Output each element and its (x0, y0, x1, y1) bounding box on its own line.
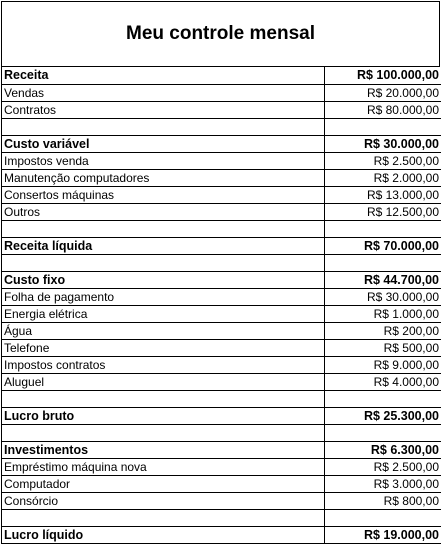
item-row (2, 492, 441, 509)
label-cell[interactable] (2, 424, 325, 441)
label-cell[interactable]: Custo variável (2, 135, 325, 152)
label-cell[interactable] (2, 118, 325, 135)
section-row (2, 526, 441, 543)
value-cell[interactable] (325, 220, 441, 237)
blank-row (2, 118, 441, 135)
item-row (2, 186, 441, 203)
section-row (2, 135, 441, 152)
item-row (2, 288, 441, 305)
label-cell[interactable]: Telefone (2, 339, 325, 356)
label-cell[interactable]: Consertos máquinas (2, 186, 325, 203)
value-cell[interactable] (325, 424, 441, 441)
section-row (2, 441, 441, 458)
item-row (2, 305, 441, 322)
sheet-title[interactable]: Meu controle mensal (1, 1, 440, 67)
blank-row (2, 509, 441, 526)
label-cell[interactable]: Impostos venda (2, 152, 325, 169)
value-cell[interactable]: R$ 6.300,00 (325, 441, 441, 458)
section-row (2, 407, 441, 424)
value-cell[interactable]: R$ 100.000,00 (325, 67, 441, 84)
label-cell[interactable]: Custo fixo (2, 271, 325, 288)
item-row (2, 458, 441, 475)
value-cell[interactable]: R$ 1.000,00 (325, 305, 441, 322)
item-row (2, 322, 441, 339)
item-row (2, 152, 441, 169)
item-row (2, 203, 441, 220)
item-row (2, 169, 441, 186)
label-cell[interactable] (2, 220, 325, 237)
value-cell[interactable]: R$ 800,00 (325, 492, 441, 509)
item-row (2, 339, 441, 356)
value-cell[interactable]: R$ 70.000,00 (325, 237, 441, 254)
label-cell[interactable]: Lucro líquido (2, 526, 325, 543)
value-cell[interactable]: R$ 12.500,00 (325, 203, 441, 220)
label-cell[interactable]: Aluguel (2, 373, 325, 390)
value-cell[interactable]: R$ 20.000,00 (325, 84, 441, 101)
value-cell[interactable] (325, 118, 441, 135)
section-row (2, 237, 441, 254)
label-cell[interactable]: Impostos contratos (2, 356, 325, 373)
label-cell[interactable]: Folha de pagamento (2, 288, 325, 305)
item-row (2, 475, 441, 492)
item-row (2, 356, 441, 373)
item-row (2, 373, 441, 390)
value-cell[interactable]: R$ 13.000,00 (325, 186, 441, 203)
value-cell[interactable] (325, 390, 441, 407)
label-cell[interactable]: Água (2, 322, 325, 339)
value-cell[interactable]: R$ 44.700,00 (325, 271, 441, 288)
value-cell[interactable]: R$ 2.500,00 (325, 152, 441, 169)
value-cell[interactable]: R$ 200,00 (325, 322, 441, 339)
value-cell[interactable]: R$ 19.000,00 (325, 526, 441, 543)
label-cell[interactable] (2, 390, 325, 407)
value-cell[interactable]: R$ 30.000,00 (325, 135, 441, 152)
value-cell[interactable]: R$ 3.000,00 (325, 475, 441, 492)
value-cell[interactable]: R$ 2.000,00 (325, 169, 441, 186)
label-cell[interactable]: Manutenção computadores (2, 169, 325, 186)
item-row (2, 101, 441, 118)
value-cell[interactable]: R$ 2.500,00 (325, 458, 441, 475)
label-cell[interactable]: Computador (2, 475, 325, 492)
label-cell[interactable]: Receita líquida (2, 237, 325, 254)
label-cell[interactable]: Lucro bruto (2, 407, 325, 424)
item-row (2, 84, 441, 101)
label-cell[interactable]: Energia elétrica (2, 305, 325, 322)
section-row (2, 271, 441, 288)
label-cell[interactable]: Receita (2, 67, 325, 84)
label-cell[interactable] (2, 254, 325, 271)
label-cell[interactable]: Contratos (2, 101, 325, 118)
value-cell[interactable] (325, 254, 441, 271)
label-cell[interactable]: Outros (2, 203, 325, 220)
label-cell[interactable] (2, 509, 325, 526)
value-cell[interactable]: R$ 80.000,00 (325, 101, 441, 118)
value-cell[interactable]: R$ 4.000,00 (325, 373, 441, 390)
value-cell[interactable]: R$ 30.000,00 (325, 288, 441, 305)
section-row (2, 67, 441, 84)
ledger-table (1, 67, 441, 544)
value-cell[interactable] (325, 509, 441, 526)
label-cell[interactable]: Vendas (2, 84, 325, 101)
label-cell[interactable]: Empréstimo máquina nova (2, 458, 325, 475)
blank-row (2, 220, 441, 237)
blank-row (2, 254, 441, 271)
blank-row (2, 424, 441, 441)
value-cell[interactable]: R$ 9.000,00 (325, 356, 441, 373)
label-cell[interactable]: Investimentos (2, 441, 325, 458)
ledger-body (2, 67, 441, 543)
value-cell[interactable]: R$ 500,00 (325, 339, 441, 356)
value-cell[interactable]: R$ 25.300,00 (325, 407, 441, 424)
blank-row (2, 390, 441, 407)
label-cell[interactable]: Consórcio (2, 492, 325, 509)
